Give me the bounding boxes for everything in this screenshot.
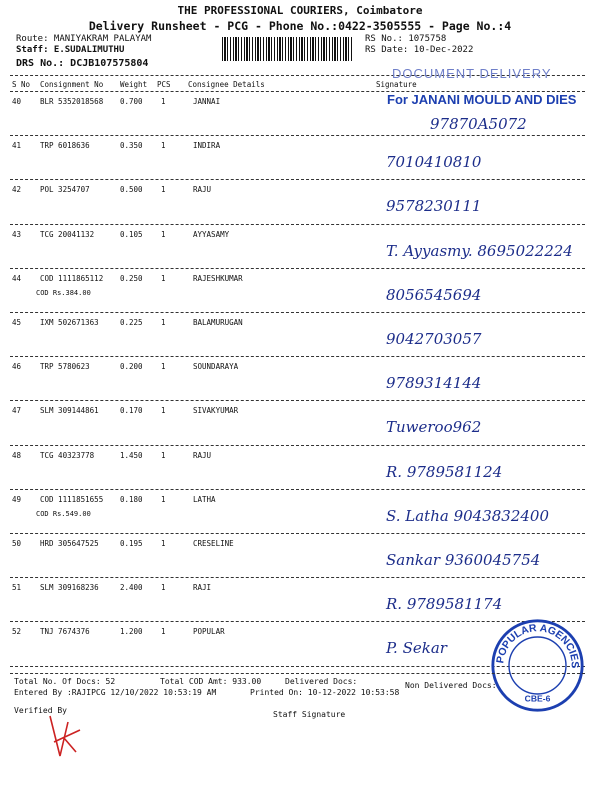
row-consignment-no: SLM 309168236 <box>40 583 99 593</box>
row-consignment-no: TRP 5780623 <box>40 362 90 372</box>
row-divider <box>10 179 585 180</box>
row-pcs: 1 <box>161 450 166 460</box>
divider <box>10 673 585 674</box>
row-pcs: 1 <box>161 97 166 106</box>
row-cod-amount: COD Rs.384.00 <box>36 288 91 297</box>
row-sno: 40 <box>12 97 22 106</box>
printed-on: Printed On: 10-12-2022 10:53:58 <box>250 688 400 697</box>
row-divider <box>10 489 585 490</box>
drs-number: DRS No.: DCJB107575804 <box>16 58 149 69</box>
row-consignee-name: RAJU <box>193 185 212 195</box>
staff-signature-label: Staff Signature <box>273 710 346 719</box>
row-consignee-name: RAJESHKUMAR <box>193 273 243 283</box>
route-text: Route: MANIYAKRAM PALAYAM <box>16 34 152 44</box>
barcode-image <box>222 37 354 61</box>
row-consignee-name: RAJU <box>193 450 212 460</box>
row-pcs: 1 <box>161 185 166 195</box>
col-signature: Signature <box>376 80 417 89</box>
row-pcs: 1 <box>161 362 166 372</box>
row-signature: S. Latha 9043832400 <box>386 506 550 525</box>
janani-stamp: For JANANI MOULD AND DIES <box>387 92 577 107</box>
row-divider <box>10 356 585 357</box>
row-divider <box>10 224 585 225</box>
col-consignee: Consignee Details <box>188 80 265 89</box>
row-sno: 45 <box>12 318 22 327</box>
popular-agencies-round-stamp <box>490 618 585 713</box>
total-docs: Total No. Of Docs: 52 <box>14 677 116 686</box>
row-consignee-name: SIVAKYUMAR <box>193 406 239 416</box>
row-signature: 97870A5072 <box>430 115 527 133</box>
row-weight: 0.200 <box>120 362 143 372</box>
row-pcs: 1 <box>161 406 166 416</box>
row-signature: 9042703057 <box>386 330 482 348</box>
row-pcs: 1 <box>161 627 166 637</box>
row-sno: 47 <box>12 406 22 416</box>
col-pcs: PCS <box>157 80 171 89</box>
row-weight: 0.350 <box>120 141 143 151</box>
row-pcs: 1 <box>161 583 166 593</box>
row-divider <box>10 400 585 401</box>
row-signature: 7010410810 <box>386 153 482 172</box>
row-consignee-name: LATHA <box>193 494 216 504</box>
row-sno: 41 <box>12 141 22 151</box>
row-signature: R. 9789581174 <box>386 595 503 614</box>
col-weight: Weight <box>120 80 148 89</box>
row-divider <box>10 312 585 313</box>
row-signature: 8056545694 <box>386 285 482 304</box>
row-consignment-no: TRP 6018636 <box>40 141 90 151</box>
row-consignment-no: TCG 40323778 <box>40 450 95 460</box>
row-sno: 52 <box>12 627 22 637</box>
col-consignment: Consignment No <box>40 80 104 89</box>
row-pcs: 1 <box>161 494 166 504</box>
row-signature: Sankar 9360045754 <box>386 551 541 569</box>
row-consignee-name: SOUNDARAYA <box>193 362 239 372</box>
non-delivered-docs: Non Delivered Docs: <box>405 681 497 690</box>
row-weight: 0.105 <box>120 229 143 239</box>
row-consignment-no: POL 3254707 <box>40 185 90 195</box>
row-sno: 49 <box>12 494 22 504</box>
rs-date: RS Date: 10-Dec-2022 <box>365 45 474 55</box>
rs-info-block <box>365 34 473 56</box>
route-staff-block <box>16 34 151 56</box>
row-weight: 0.170 <box>120 406 143 416</box>
row-consignee-name: AYYASAMY <box>193 229 230 239</box>
company-title: THE PROFESSIONAL COURIERS, Coimbatore <box>177 4 423 17</box>
row-weight: 0.195 <box>120 539 143 548</box>
row-divider <box>10 268 585 269</box>
row-pcs: 1 <box>161 318 166 327</box>
row-signature: P. Sekar <box>386 639 447 658</box>
row-consignee-name: POPULAR <box>193 627 225 637</box>
row-sno: 48 <box>12 450 22 460</box>
row-consignment-no: SLM 309144861 <box>40 406 99 416</box>
svg-text:CBE-6: CBE-6 <box>524 693 551 704</box>
row-divider <box>10 533 585 534</box>
total-cod: Total COD Amt: 933.00 <box>160 677 262 686</box>
delivered-docs: Delivered Docs: <box>285 677 358 686</box>
row-weight: 1.200 <box>120 627 143 637</box>
row-signature: 9578230111 <box>386 197 482 216</box>
row-consignment-no: COD 1111865112 <box>40 273 104 283</box>
row-pcs: 1 <box>161 229 166 239</box>
svg-text:POPULAR AGENCIES: POPULAR AGENCIES <box>495 623 580 669</box>
row-sno: 46 <box>12 362 22 372</box>
row-consignment-no: BLR 5352018568 <box>40 97 104 106</box>
row-pcs: 1 <box>161 273 166 283</box>
row-consignee-name: BALAMURUGAN <box>193 318 243 327</box>
row-consignee-name: JANNAI <box>193 97 221 106</box>
row-consignment-no: TCG 20041132 <box>40 229 95 239</box>
row-sno: 43 <box>12 229 22 239</box>
row-weight: 0.225 <box>120 318 143 327</box>
document-delivery-stamp: DOCUMENT DELIVERY <box>392 66 552 81</box>
row-pcs: 1 <box>161 539 166 548</box>
row-signature: T. Ayyasmy. 8695022224 <box>386 241 573 260</box>
row-cod-amount: COD Rs.549.00 <box>36 509 91 518</box>
row-weight: 0.180 <box>120 494 143 504</box>
row-signature: R. 9789581124 <box>386 462 503 481</box>
row-sno: 42 <box>12 185 22 195</box>
row-consignee-name: INDIRA <box>193 141 221 151</box>
row-divider <box>10 445 585 446</box>
row-weight: 2.400 <box>120 583 143 593</box>
staff-text: Staff: E.SUDALIMUTHU <box>16 45 125 55</box>
row-weight: 0.700 <box>120 97 143 106</box>
row-sno: 50 <box>12 539 22 548</box>
row-pcs: 1 <box>161 141 166 151</box>
row-divider <box>10 577 585 578</box>
row-weight: 0.250 <box>120 273 143 283</box>
row-consignment-no: IXM 502671363 <box>40 318 99 327</box>
row-consignment-no: COD 1111851655 <box>40 494 104 504</box>
rs-number: RS No.: 1075758 <box>365 34 447 44</box>
row-consignment-no: HRD 305647525 <box>40 539 99 548</box>
row-divider <box>10 135 585 136</box>
col-sno: S No <box>12 80 31 89</box>
row-signature: Tuweroo962 <box>386 418 482 437</box>
row-consignment-no: TNJ 7674376 <box>40 627 90 637</box>
verifier-signature-mark <box>46 712 86 762</box>
entered-by: Entered By :RAJIPCG 12/10/2022 10:53:19 AM <box>14 688 217 697</box>
row-consignee-name: CRESELINE <box>193 539 234 548</box>
runsheet-title: Delivery Runsheet - PCG - Phone No.:0422-3505555 - Page No.:4 <box>88 19 512 33</box>
row-sno: 44 <box>12 273 22 283</box>
verified-by-label: Verified By <box>14 706 67 715</box>
row-sno: 51 <box>12 583 22 593</box>
row-weight: 0.500 <box>120 185 143 195</box>
row-weight: 1.450 <box>120 450 143 460</box>
row-consignee-name: RAJI <box>193 583 212 593</box>
row-signature: 9789314144 <box>386 374 482 393</box>
